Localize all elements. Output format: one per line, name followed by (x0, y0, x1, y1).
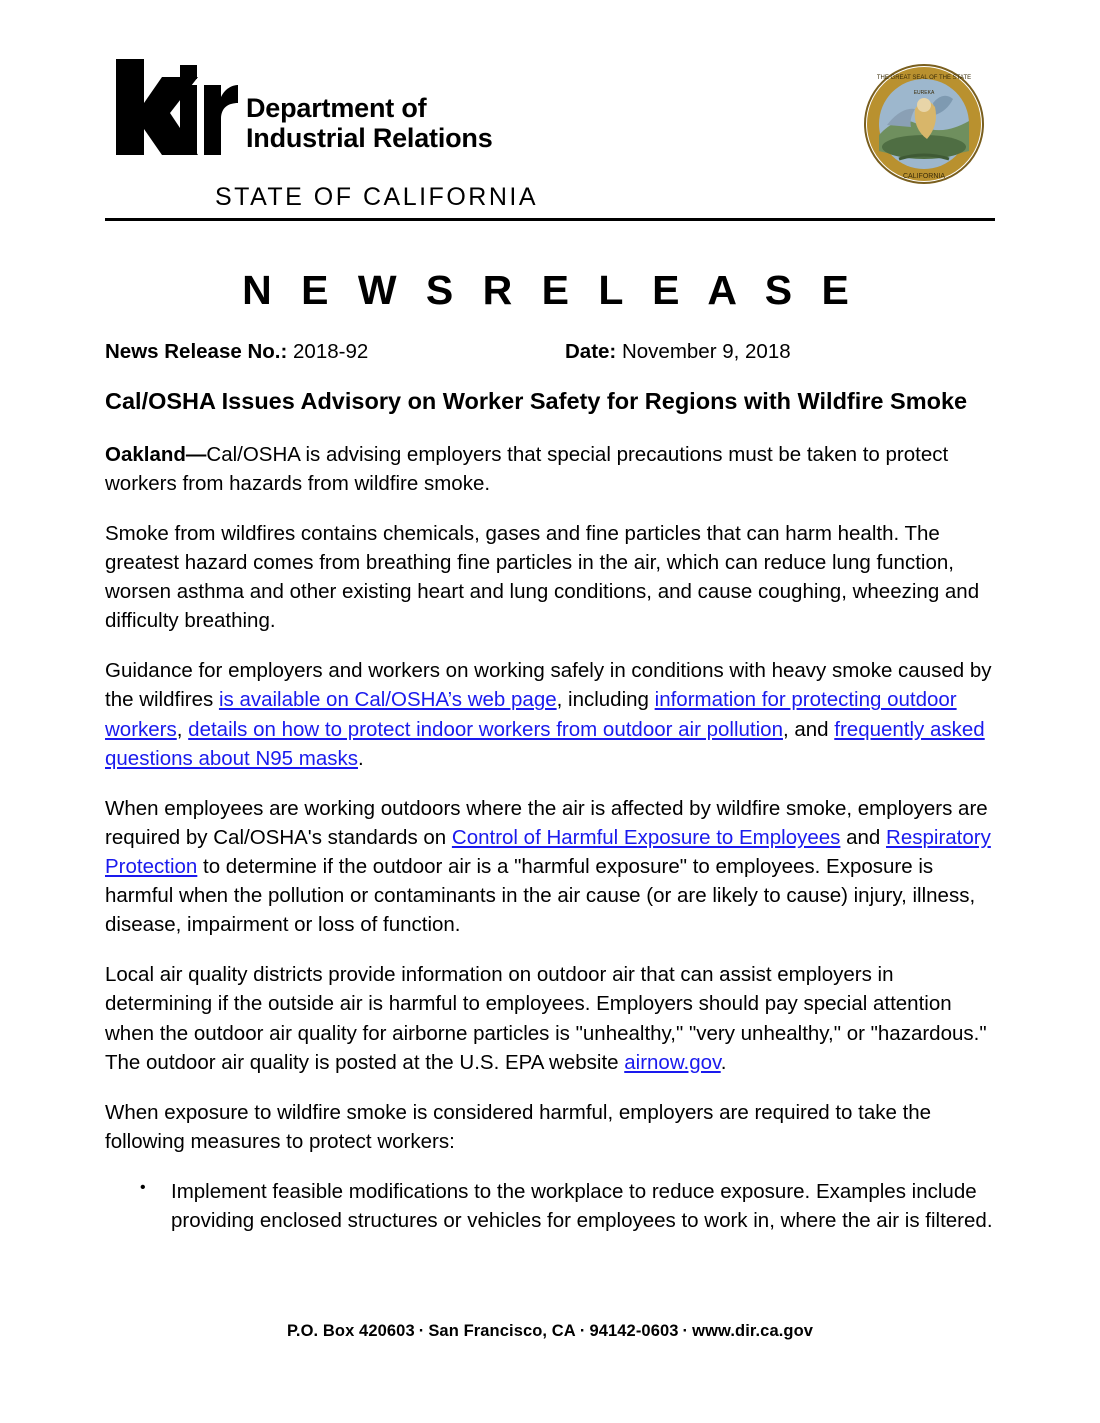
p5-text-1: Local air quality districts provide information on outdoor air that can assist employers in determining if the outside air is harmful to employees. Employers should pay special attention when the outdoor air quality for airborne particles is "unhealthy," "very unhealthy," or "hazardous." The outdoor air quality is posted at the U.S. EPA website (105, 963, 987, 1074)
link-airnow-gov[interactable]: airnow.gov (624, 1050, 721, 1074)
footer-separator-3: · (682, 1322, 689, 1340)
p5-text-2: . (720, 1050, 727, 1074)
dept-line-2: Industrial Relations (246, 123, 493, 154)
link-protecting-outdoor-workers[interactable]: information for protecting outdoor workers (105, 688, 957, 741)
paragraph-6: When exposure to wildfire smoke is considered harmful, employers are required to take the following measures to protect workers: (105, 1100, 932, 1153)
release-number-value: 2018-92 (293, 340, 369, 363)
footer-website: www.dir.ca.gov (692, 1322, 814, 1340)
svg-text:THE GREAT SEAL OF THE STATE: THE GREAT SEAL OF THE STATE (876, 75, 972, 81)
svg-text:EUREKA: EUREKA (913, 90, 935, 96)
paragraph-1 (105, 440, 995, 498)
page-content (105, 55, 995, 1245)
footer-separator-2: · (579, 1322, 586, 1340)
header-divider (105, 218, 995, 221)
dept-line-1: Department of (246, 93, 427, 123)
p4-text-3: to determine if the outdoor air is a "harmful exposure" to employees. Exposure is harmful when the pollution or contaminants in the air cause (or are likely to cause) injury, illness, disease, impairment or loss of function. (105, 855, 976, 937)
link-caloha-web-page[interactable]: is available on Cal/OSHA’s web page (218, 688, 557, 712)
p3-text-2: , including (556, 688, 655, 712)
release-meta (105, 340, 995, 364)
link-n95-faq[interactable]: frequently asked questions about N95 masks (105, 717, 985, 770)
p3-text-5: . (357, 746, 364, 770)
footer-city-state: San Francisco, CA (428, 1322, 576, 1340)
p4-text-2: and (840, 825, 887, 849)
paragraph-3 (105, 656, 995, 772)
release-number-label: News Release No.: (105, 340, 288, 363)
dateline: Oakland— (105, 442, 207, 466)
measures-list (105, 1177, 995, 1235)
paragraph-2: Smoke from wildfires contains chemicals, gases and fine particles that can harm health. The greatest hazard comes from breathing fine particles in the air, which can reduce lung function, worsen asthma and other existing heart and lung conditions, and cause coughing, wheezing and difficulty breathing. (105, 521, 980, 633)
dir-logo (105, 55, 493, 155)
p3-text-4: , and (782, 717, 835, 741)
dir-logomark-icon (110, 59, 238, 155)
footer-po-box: P.O. Box 420603 (286, 1322, 415, 1340)
paragraph-4 (105, 794, 995, 940)
release-date (565, 340, 791, 364)
p3-text-3: , (176, 717, 189, 741)
dir-wordmark (246, 93, 493, 153)
p4-text-1: When employees are working outdoors where the air is affected by wildfire smoke, employers are required by Cal/OSHA's standards on (105, 796, 988, 849)
footer-separator-1: · (418, 1322, 425, 1340)
link-protect-indoor-workers[interactable]: details on how to protect indoor workers from outdoor air pollution (188, 717, 783, 741)
paragraph-5 (105, 960, 995, 1076)
link-respiratory-protection[interactable]: Respiratory Protection (105, 825, 991, 879)
footer-zip: 94142-0603 (589, 1322, 679, 1340)
page-title: N E W S R E L E A S E (242, 267, 858, 313)
link-control-of-harmful-exposure[interactable]: Control of Harmful Exposure to Employees (451, 825, 841, 849)
state-of-california-line: STATE OF CALIFORNIA (215, 183, 538, 211)
page-footer (0, 1322, 1100, 1341)
release-date-value: November 9, 2018 (621, 340, 791, 363)
headline: Cal/OSHA Issues Advisory on Worker Safety for Regions with Wildfire Smoke (105, 388, 968, 414)
release-number (105, 340, 565, 364)
paragraph-1-text: Cal/OSHA is advising employers that special precautions must be taken to protect workers from hazards from wildfire smoke. (105, 442, 949, 495)
release-date-label: Date: (565, 340, 617, 363)
list-item: • Implement feasible modifications to the workplace to reduce exposure. Examples include providing enclosed structures or vehicles for employees to work in, where the air is filtered. (171, 1177, 995, 1235)
california-state-seal-icon (863, 63, 985, 190)
p3-text-1: Guidance for employers and workers on working safely in conditions with heavy smoke caused by the wildfires (105, 659, 992, 712)
svg-text:CALIFORNIA: CALIFORNIA (902, 173, 946, 180)
